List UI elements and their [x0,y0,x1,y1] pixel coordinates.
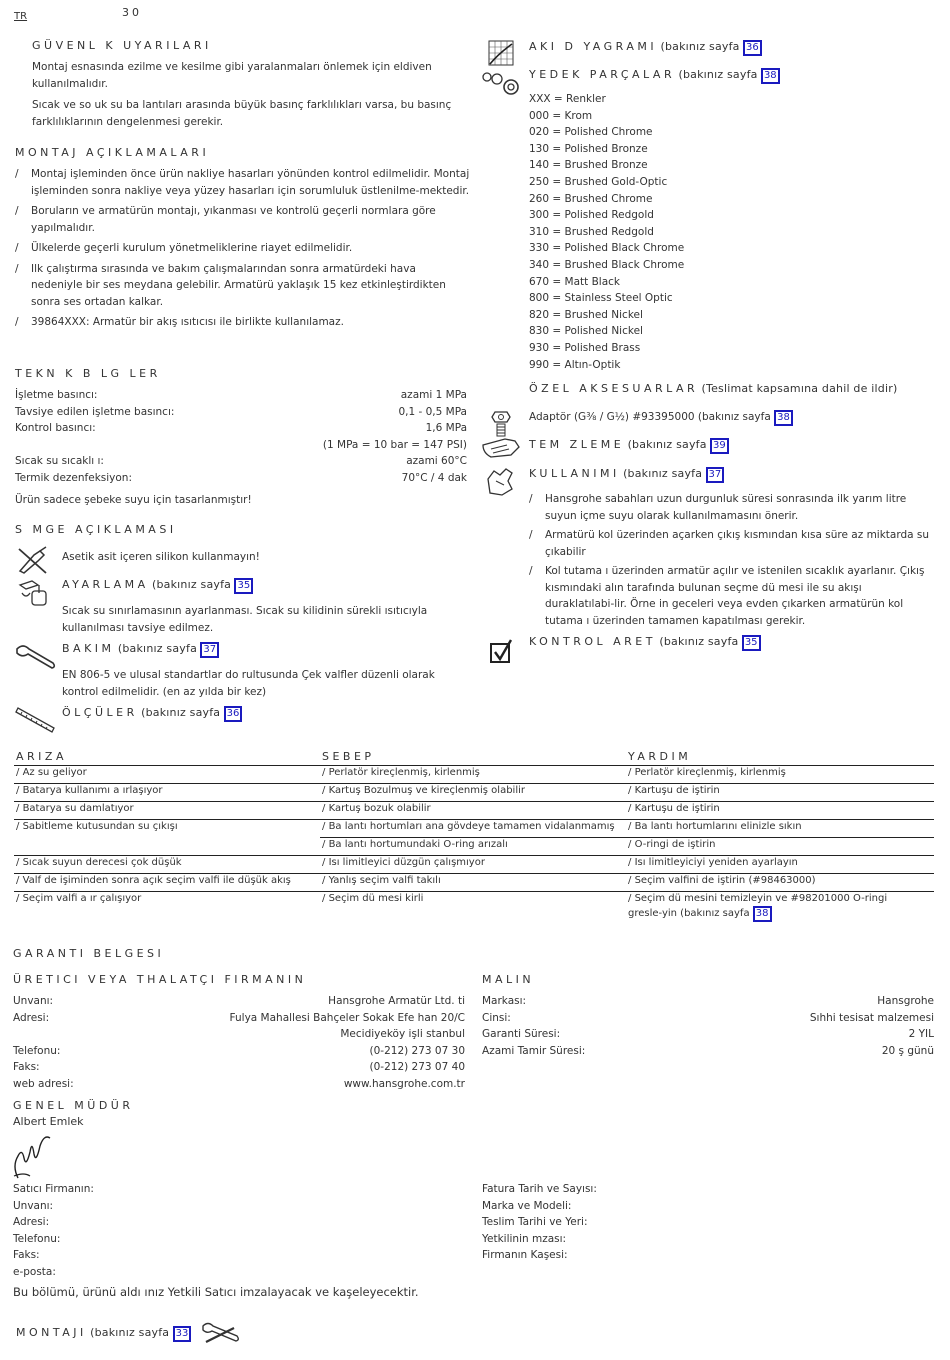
detail-row: Unvanı: Hansgrohe Armatür Ltd. ti [13,995,465,1007]
table-row: / Az su geliyor / Perlatör kireçlenmiş, kirlenmiş / Perlatör kireçlenmiş, kirlenmiş [14,766,934,784]
list-item: / Ülkelerde geçerli kurulum yönetmeliklerine riayet edilmelidir. [15,242,353,254]
form-field-label: Yetkilinin mzası: [482,1232,567,1245]
satici-fields [13,1181,94,1280]
page-link[interactable]: 36 [743,40,762,56]
form-field-label: Unvanı: [13,1199,54,1212]
color-item: 330 = Polished Black Chrome [529,242,685,255]
lang-code: TR [14,11,28,22]
garanti-note: Bu bölümü, ürünü aldı ınız Yetkili Satıcı imzalayacak ve kaşeleyecektir. [13,1285,419,1299]
form-field-label: Adresi: [13,1216,50,1228]
detail-row: Garanti Süresi: 2 YIL [482,1028,934,1040]
yedek-heading: YEDEK PARÇALAR (bakınız sayfa 38 [529,67,780,84]
page-link[interactable]: 39 [710,438,729,454]
spare-parts-icon [481,69,521,97]
spec-row: Tavsiye edilen işletme basıncı: 0,1 - 0,5 MPa [15,405,467,418]
kullanim-heading: KULLANIMI (bakınız sayfa 37 [529,466,724,483]
tools-icon [200,1320,242,1346]
fatura-fields [482,1181,597,1264]
detail-row: Markası: Hansgrohe [482,995,934,1007]
form-field-label: Fatura Tarih ve Sayısı: [482,1183,597,1195]
column-header: YARDIM [628,750,692,763]
form-field-label: Telefonu: [13,1232,61,1245]
page-link[interactable]: 38 [761,68,780,84]
teknik-section [15,366,467,509]
page-link[interactable]: 38 [753,906,772,922]
kullanim-list [529,491,934,629]
adapter-icon [490,408,512,438]
detail-row: Faks: (0-212) 273 07 40 [13,1061,465,1073]
detail-row: Mecidiyeköy işli stanbul [340,1028,465,1040]
simge-section [15,522,470,538]
spec-row: Termik dezenfeksiyon: 70°C / 4 dak [15,471,467,484]
form-field-label: Firmanın Kaşesi: [482,1249,568,1261]
checkbox-check-icon [489,638,513,664]
list-item: / Montaj işleminden önce ürün nakliye hasarları yönünden kontrol edilmelidir. Montaj işleminden sonra nakliye veya yüzey hasarları için sorumluluk üstlenilme-mektedir. [15,168,470,197]
adaptor-line: Adaptör (G⅜ / G½) #93395000 (bakınız sayfa 38 [529,409,793,426]
uretici-details [13,993,465,1092]
bakim-heading: BAKIM (bakınız sayfa 37 [62,641,219,658]
troubleshooting-table [14,749,934,922]
signature [10,1132,58,1182]
page-link[interactable]: 37 [200,642,219,658]
color-item: 140 = Brushed Bronze [529,159,648,172]
spec-row: (1 MPa = 10 bar = 147 PSI) [322,438,467,451]
table-header [14,749,934,766]
list-item: / Ilk çalıştırma sırasında ve bakım çalışmalarından sonra armatürdeki hava nedeniyle bir ses meydana gelebilir. Armatürü yaklaşık 15 kez etkinleştirdikten sonra ses ortadan kalkar. [15,262,446,308]
list-item: / Armatürü kol üzerinden açarken çıkış kısmından kısa süre az miktarda su çıkabilir [529,529,930,558]
page-link[interactable]: 35 [742,635,761,651]
column-header: ARIZA [16,750,67,763]
table-row: / Ba lantı hortumundaki O-ring arızalı / O-ringi de iştirin [14,838,934,856]
form-field-label: Teslim Tarihi ve Yeri: [482,1216,588,1228]
flow-diagram-icon [488,40,514,66]
usage-hand-icon [484,465,518,497]
column-header: SEBEP [322,750,375,763]
color-item: 990 = Altın-Optik [529,358,621,371]
adjust-icon [14,575,52,607]
section-title: GÜVENL K UYARILARI [32,39,212,52]
color-item: 250 = Brushed Gold-Optic [529,175,668,188]
temizleme-heading: TEM ZLEME (bakınız sayfa 39 [529,437,729,454]
color-item: 930 = Polished Brass [529,341,641,354]
color-item: 670 = Matt Black [529,275,620,288]
montaji-heading: MONTAJI (bakınız sayfa 33 [16,1325,191,1342]
akis-heading: AKI D YAGRAMI (bakınız sayfa 36 [529,39,762,56]
section-title: MONTAJ AÇIKLAMALARI [15,146,210,159]
ayarlama-heading: AYARLAMA (bakınız sayfa 35 [62,577,253,594]
form-field-label: e-posta: [13,1265,56,1278]
detail-row: web adresi: www.hansgrohe.com.tr [13,1077,465,1090]
malin-details [482,993,934,1059]
table-row: / Sabitleme kutusundan su çıkışı / Ba lantı hortumları ana gövdeye tamamen vidalanmamış / Ba lantı hortumlarını elinizle sıkın [14,820,934,838]
olculer-heading: ÖLÇÜLER (bakınız sayfa 36 [62,705,242,722]
detail-row: Azami Tamir Süresi: 20 ş günü [482,1044,934,1057]
form-field-label: Faks: [13,1249,40,1261]
spec-row: Sıcak su sıcaklı ı: azami 60°C [15,455,467,467]
table-row: / Batarya kullanımı a ırlaşıyor / Kartuş Bozulmuş ve kireçlenmiş olabilir / Kartuşu de iştirin [14,784,934,802]
section-title: TEKN K B LG LER [15,367,161,380]
spec-row: Kontrol basıncı: 1,6 MPa [15,422,467,434]
color-item: 340 = Brushed Black Chrome [529,258,685,271]
detail-row: Adresi: Fulya Mahallesi Bahçeler Sokak Efe han 20/C [13,1011,465,1024]
ruler-icon [14,706,56,734]
color-item: 000 = Krom [529,109,593,122]
silicone-warning: Asetik asit içeren silikon kullanmayın! [62,551,260,563]
detail-row: Cinsi: Sıhhi tesisat malzemesi [482,1011,934,1024]
uretici-heading: ÜRETICI VEYA THALATÇI FIRMANIN [13,973,307,986]
color-item: 830 = Polished Nickel [529,325,643,338]
color-item: XXX = Renkler [529,93,606,105]
ayarlama-text: Sıcak su sınırlamasının ayarlanması. Sıcak su kilidinin sürekli ısıtıcıyla kullanılması tavsiye edilmez. [62,605,428,634]
section-title: S MGE AÇIKLAMASI [15,523,177,536]
color-list [529,91,684,373]
page-link[interactable]: 33 [173,1326,192,1342]
color-item: 020 = Polished Chrome [529,126,653,139]
paragraph: Sıcak ve so uk su ba lantıları arasında büyük basınç farklılıkları varsa, bu basınç farklılıklarının dengelenmesi gerekir. [32,99,452,128]
ozel-heading: ÖZEL AKSESUARLAR (Teslimat kapsamına dahil de ildir) [529,382,898,395]
bakim-text: EN 806-5 ve ulusal standartlar do rultusunda Çek valfler düzenli olarak kontrol edilmelidir. (en az yılda bir kez) [62,669,435,698]
mudur-heading: GENEL MÜDÜR [13,1099,134,1112]
color-item: 260 = Brushed Chrome [529,192,653,205]
page-link[interactable]: 37 [706,467,725,483]
note: Ürün sadece şebeke suyu için tasarlanmıştır! [15,494,252,506]
page-number: 30 [122,6,142,19]
malin-heading: MALIN [482,973,535,986]
garanti-title: GARANTI BELGESI [13,947,165,960]
table-row: / Seçim valfi a ır çalışıyor / Seçim dü mesi kirli / Seçim dü mesini temizleyin ve #98201000 O-ringi gresle-yin (bakınız sayfa 38 [14,892,934,923]
page-link[interactable]: 35 [234,578,253,594]
page-link[interactable]: 36 [224,706,243,722]
table-row: / Batarya su damlatıyor / Kartuş bozuk olabilir / Kartuşu de iştirin [14,802,934,820]
color-item: 310 = Brushed Redgold [529,225,654,238]
form-field-label: Satıcı Firmanın: [13,1183,94,1195]
wrench-icon [14,643,56,669]
mudur-name: Albert Emlek [13,1115,84,1128]
detail-row: Telefonu: (0-212) 273 07 30 [13,1044,465,1057]
montaj-section [15,145,470,331]
kontrol-heading: KONTROL ARET (bakınız sayfa 35 [529,634,761,651]
color-item: 800 = Stainless Steel Optic [529,292,673,305]
silicone-gun-crossed-icon [16,545,50,575]
list-item: / Kol tutama ı üzerinden armatür açılır ve istenilen sıcaklık ayarlanır. Çıkış kısmındaki alın tarafında bulunan seçme dü mesi ile su akışı duraklatılabi-lir. Örne in geceleri veya evden çıkarken armatürün kol tutama ı üzerinden tamamen kapatılması gerekir. [529,565,925,627]
color-item: 300 = Polished Redgold [529,209,654,222]
guvenlik-section [32,38,472,130]
list-item: / Boruların ve armatürün montajı, yıkanması ve kontrolü geçerli normlara göre yapılmalıdır. [15,205,436,234]
color-item: 820 = Brushed Nickel [529,308,643,321]
table-row: / Sıcak suyun derecesi çok düşük / Isı limitleyici düzgün çalışmıyor / Isı limitleyiciyi yeniden ayarlayın [14,856,934,874]
list-item: / Hansgrohe sabahları uzun durgunluk süresi sonrasında ilk yarım litre suyun içme suyu olarak kullanılmamasını önerir. [529,493,907,522]
spec-row: İşletme basıncı: azami 1 MPa [15,389,467,401]
paragraph: Montaj esnasında ezilme ve kesilme gibi yaralanmaları önlemek için eldiven kullanılmalıdır. [32,61,432,90]
color-item: 130 = Polished Bronze [529,142,648,155]
page-link[interactable]: 38 [774,410,793,426]
table-row: / Valf de işiminden sonra açık seçim valfi ile düşük akış / Yanlış seçim valfi takılı / Seçim valfini de iştirin (#98463000) [14,874,934,892]
form-field-label: Marka ve Modeli: [482,1199,572,1212]
cleaning-hand-icon [481,435,521,461]
list-item: / 39864XXX: Armatür bir akış ısıtıcısı ile birlikte kullanılamaz. [15,316,344,328]
